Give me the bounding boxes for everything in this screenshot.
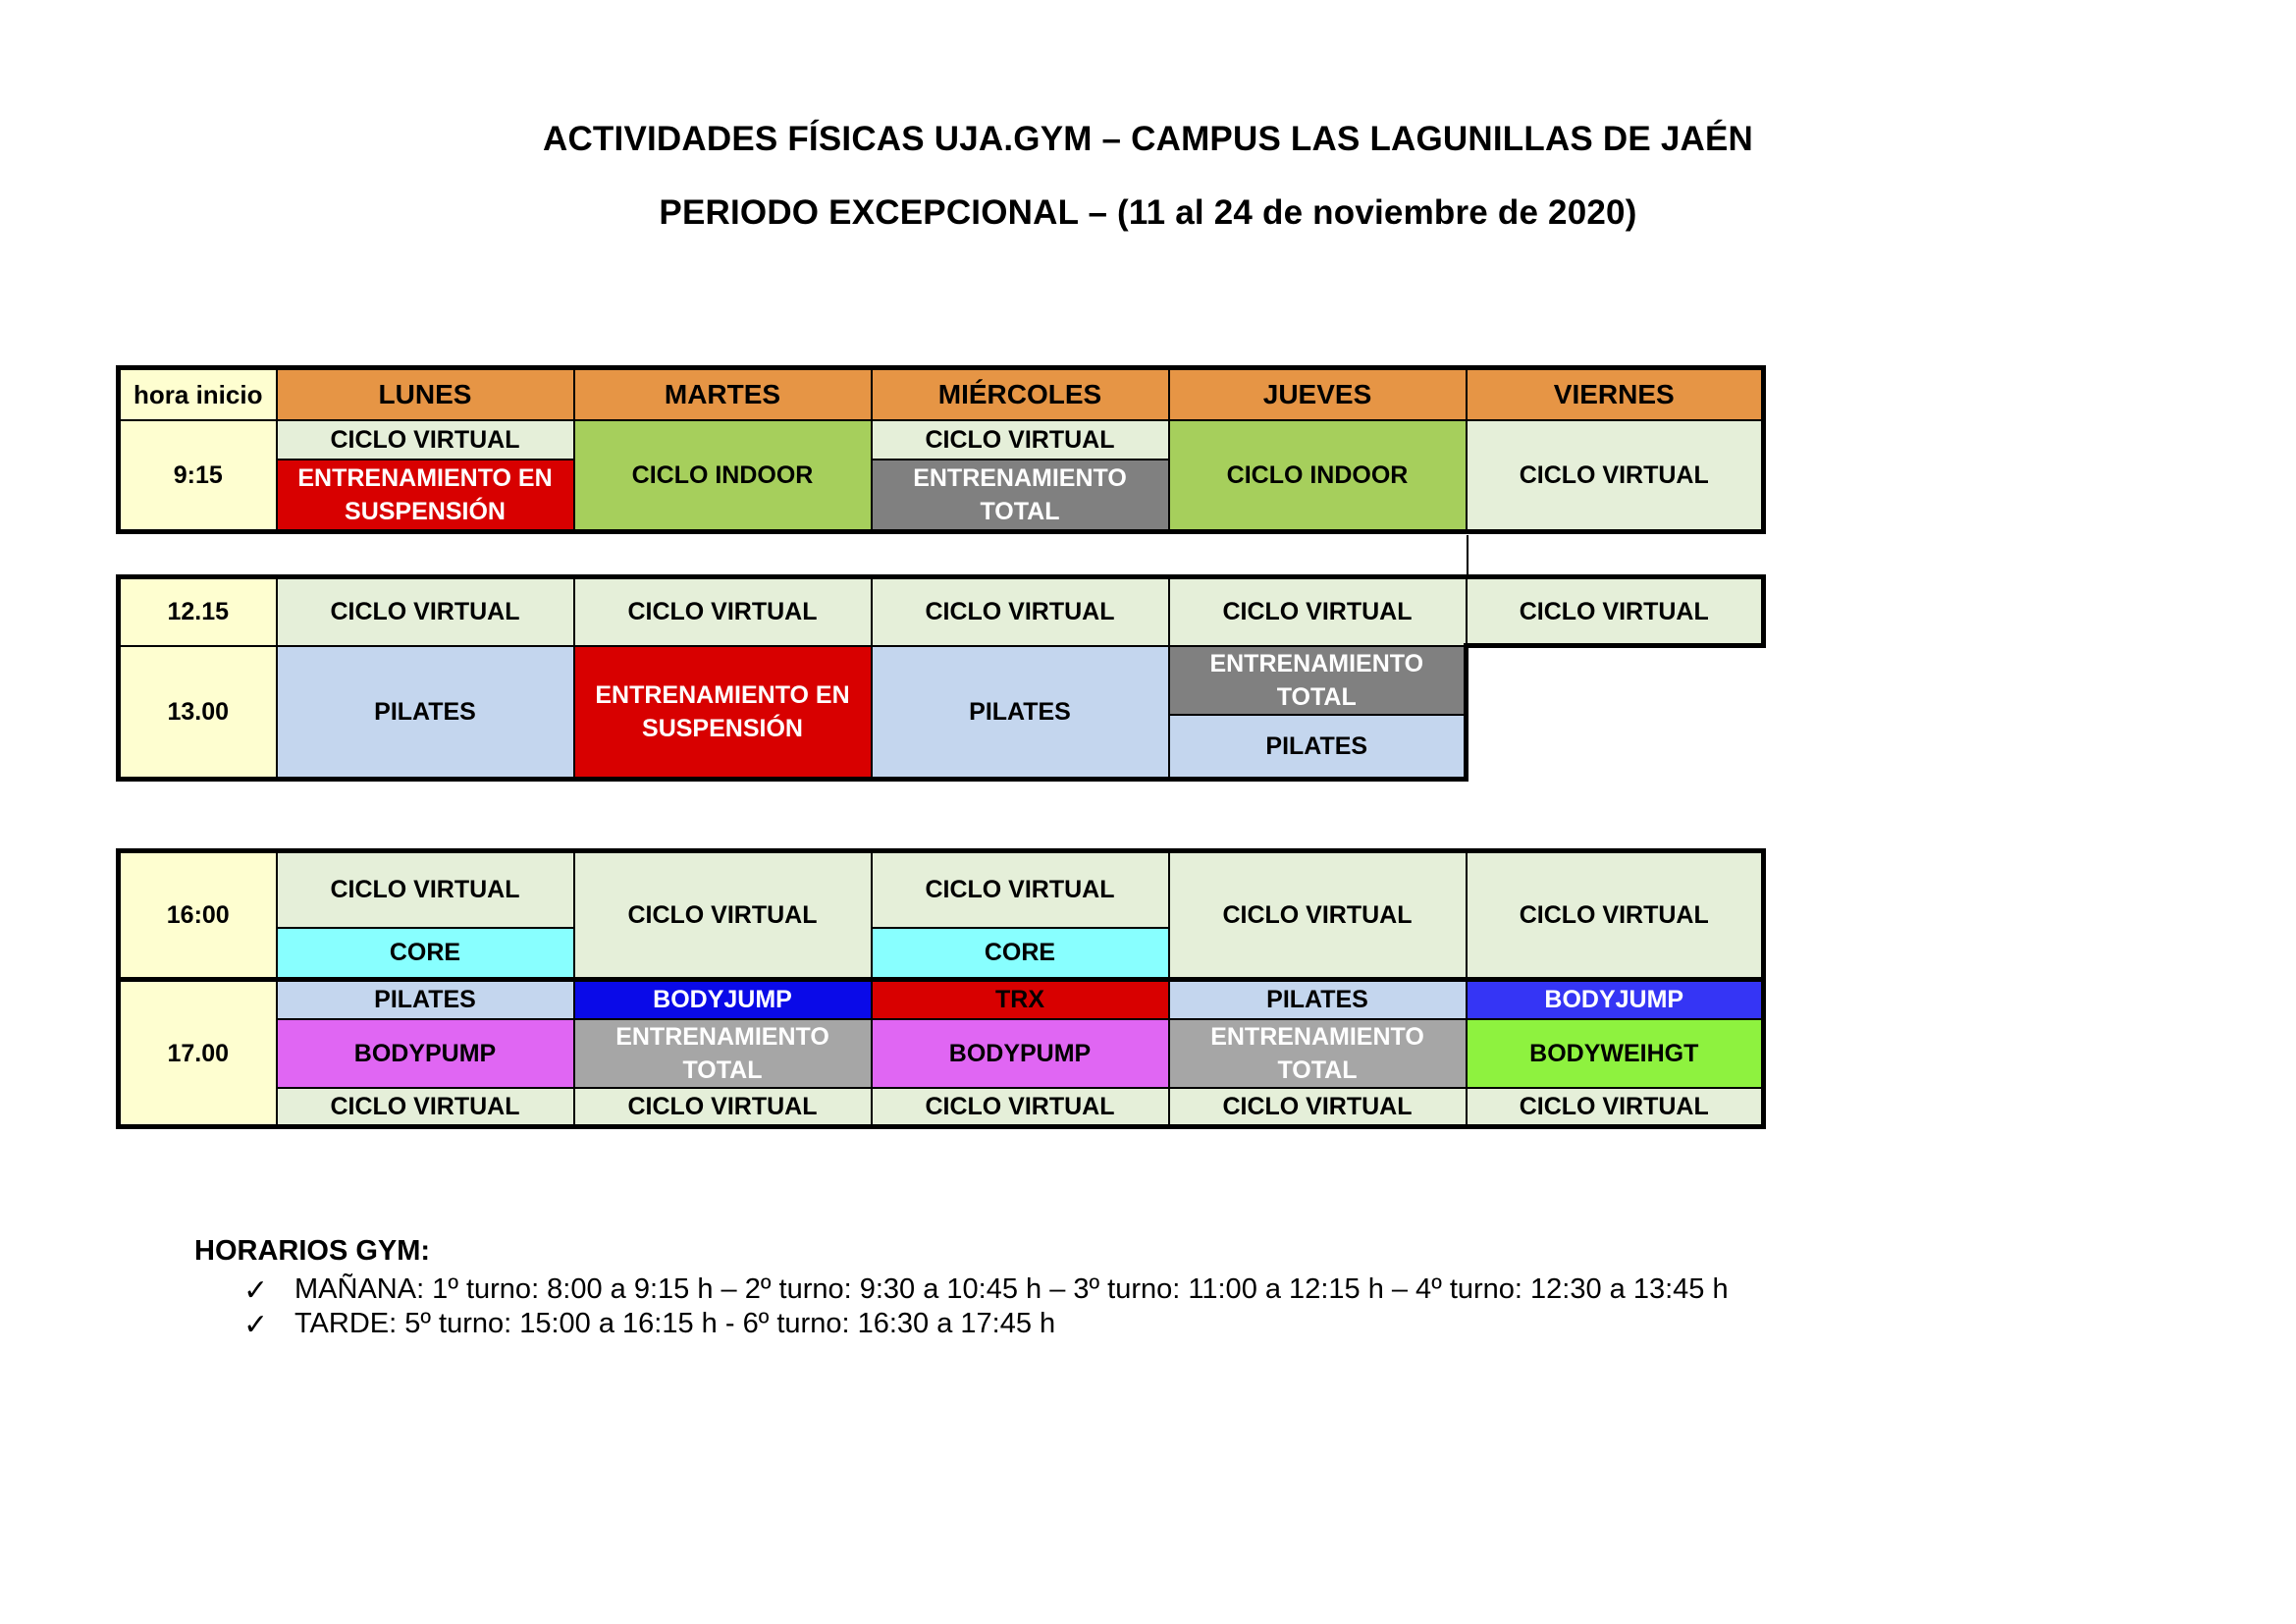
activity-cell: CICLO VIRTUAL [872, 577, 1169, 646]
time-slot-1700: 17.00 [119, 980, 277, 1127]
header-day-miercoles: MIÉRCOLES [872, 368, 1169, 420]
activity-cell: BODYJUMP [574, 980, 872, 1019]
activity-cell: CICLO VIRTUAL [277, 420, 574, 460]
schedule-table-midday [116, 574, 1766, 782]
activity-cell: CICLO VIRTUAL [872, 1088, 1169, 1127]
activity-cell: CICLO VIRTUAL [1467, 851, 1764, 980]
header-hora-inicio: hora inicio [119, 368, 277, 420]
time-slot-1300: 13.00 [119, 646, 277, 780]
note-manana [194, 1273, 1729, 1306]
activity-cell: ENTRENAMIENTO EN SUSPENSIÓN [277, 460, 574, 532]
activity-cell: CICLO INDOOR [1169, 420, 1467, 532]
activity-cell: PILATES [277, 646, 574, 780]
check-icon: ✓ [243, 1273, 269, 1308]
activity-cell: CORE [277, 928, 574, 980]
time-slot-1215: 12.15 [119, 577, 277, 646]
time-slot-1600: 16:00 [119, 851, 277, 980]
schedule-table-morning [116, 365, 1766, 534]
page-title: ACTIVIDADES FÍSICAS UJA.GYM – CAMPUS LAS LAGUNILLAS DE JAÉN [542, 120, 1754, 158]
check-icon: ✓ [243, 1308, 269, 1342]
activity-cell: CORE [872, 928, 1169, 980]
activity-cell: ENTRENAMIENTO TOTAL [574, 1019, 872, 1088]
activity-cell: BODYJUMP [1467, 980, 1764, 1019]
activity-cell: CICLO VIRTUAL [1467, 577, 1764, 646]
activity-cell: PILATES [1169, 715, 1467, 780]
note-tarde-text: TARDE: 5º turno: 15:00 a 16:15 h - 6º turno: 16:30 a 17:45 h [294, 1308, 1056, 1339]
schedule-table-afternoon [116, 848, 1766, 1129]
activity-cell: PILATES [872, 646, 1169, 780]
empty-cell [1467, 646, 1764, 780]
activity-cell: BODYPUMP [872, 1019, 1169, 1088]
activity-cell: BODYPUMP [277, 1019, 574, 1088]
activity-cell: CICLO VIRTUAL [277, 851, 574, 928]
activity-cell: CICLO VIRTUAL [1169, 1088, 1467, 1127]
activity-cell: CICLO VIRTUAL [574, 577, 872, 646]
activity-cell: CICLO VIRTUAL [277, 1088, 574, 1127]
activity-cell: ENTRENAMIENTO TOTAL [872, 460, 1169, 532]
header-day-martes: MARTES [574, 368, 872, 420]
activity-cell: ENTRENAMIENTO TOTAL [1169, 646, 1467, 715]
connector-line [1467, 535, 1468, 574]
activity-cell: ENTRENAMIENTO TOTAL [1169, 1019, 1467, 1088]
activity-cell: CICLO VIRTUAL [1467, 420, 1764, 532]
activity-cell: PILATES [1169, 980, 1467, 1019]
activity-cell: BODYWEIHGT [1467, 1019, 1764, 1088]
time-slot-915: 9:15 [119, 420, 277, 532]
gym-hours-notes [194, 1235, 1729, 1340]
activity-cell: CICLO VIRTUAL [574, 1088, 872, 1127]
activity-cell: ENTRENAMIENTO EN SUSPENSIÓN [574, 646, 872, 780]
note-tarde [194, 1308, 1729, 1340]
header-day-viernes: VIERNES [1467, 368, 1764, 420]
activity-cell: CICLO VIRTUAL [277, 577, 574, 646]
page-subtitle: PERIODO EXCEPCIONAL – (11 al 24 de noviembre de 2020) [659, 193, 1637, 232]
activity-cell: CICLO VIRTUAL [574, 851, 872, 980]
activity-cell: CICLO VIRTUAL [1169, 851, 1467, 980]
header-day-lunes: LUNES [277, 368, 574, 420]
activity-cell: TRX [872, 980, 1169, 1019]
activity-cell: CICLO VIRTUAL [1169, 577, 1467, 646]
note-manana-text: MAÑANA: 1º turno: 8:00 a 9:15 h – 2º turno: 9:30 a 10:45 h – 3º turno: 11:00 a 12:15 h – 4º turno: 12:30 a 13:45 h [294, 1273, 1729, 1305]
activity-cell: CICLO VIRTUAL [1467, 1088, 1764, 1127]
activity-cell: CICLO VIRTUAL [872, 851, 1169, 928]
activity-cell: PILATES [277, 980, 574, 1019]
activity-cell: CICLO INDOOR [574, 420, 872, 532]
notes-title: HORARIOS GYM: [194, 1235, 431, 1267]
activity-cell: CICLO VIRTUAL [872, 420, 1169, 460]
header-day-jueves: JUEVES [1169, 368, 1467, 420]
